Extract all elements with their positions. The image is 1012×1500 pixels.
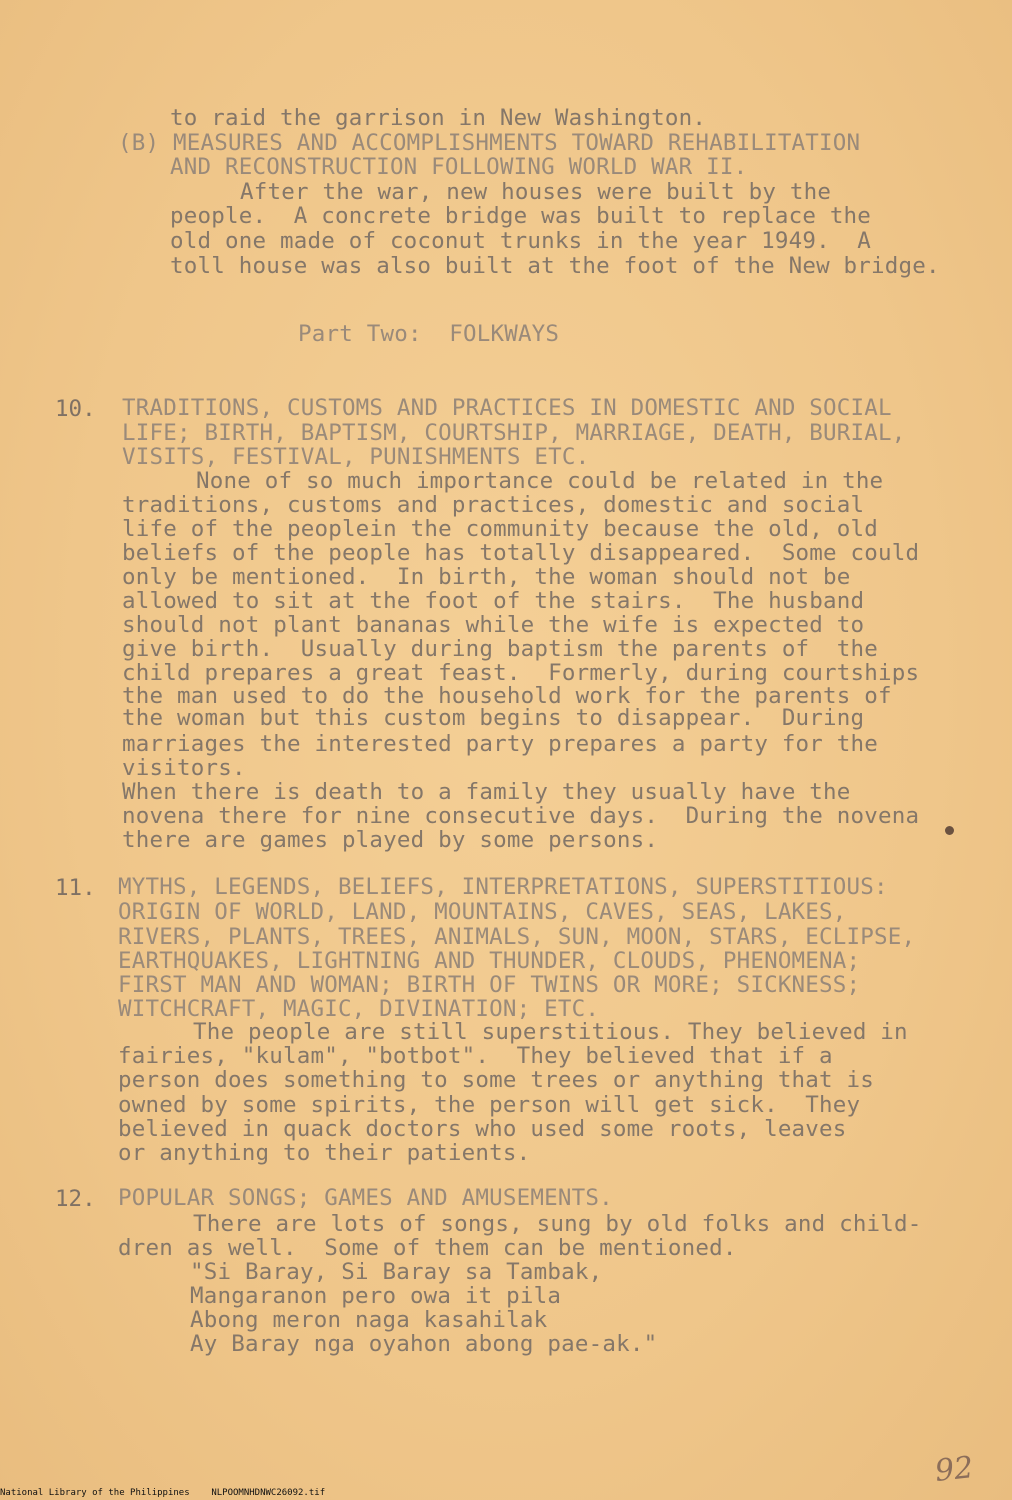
song-line-2: Mangaranon pero owa it pila [190, 1283, 562, 1309]
section-11-heading-1: MYTHS, LEGENDS, BELIEFS, INTERPRETATIONS, SUPERSTITIOUS: [118, 874, 888, 900]
section-10-body-13: visitors. [122, 755, 246, 781]
song-line-3: Abong meron naga kasahilak [190, 1307, 548, 1333]
section-10-heading-2: LIFE; BIRTH, BAPTISM, COURTSHIP, MARRIAGE, DEATH, BURIAL, [122, 420, 906, 446]
section-10-body-8: give birth. Usually during baptism the parents of the [122, 636, 879, 662]
section-10-heading-3: VISITS, FESTIVAL, PUNISHMENTS ETC. [122, 444, 590, 470]
section-11-body-4: owned by some spirits, the person will get sick. They [118, 1092, 861, 1118]
section-10-body-5: only be mentioned. In birth, the woman should not be [122, 564, 851, 590]
page-number: 92 [933, 1450, 975, 1489]
section-10-body-12: marriages the interested party prepares a party for the [122, 731, 879, 757]
section-12-body-1: There are lots of songs, sung by old folks and child- [193, 1211, 922, 1237]
section-12-body-2: dren as well. Some of them can be mentioned. [118, 1235, 737, 1261]
section-11-body-3: person does something to some trees or anything that is [118, 1067, 875, 1093]
section-10-body-4: beliefs of the people has totally disappeared. Some could [122, 540, 920, 566]
section-11-heading-5: FIRST MAN AND WOMAN; BIRTH OF TWINS OR MORE; SICKNESS; [118, 972, 861, 998]
part-title: Part Two: FOLKWAYS [298, 321, 560, 347]
intro-line-5: people. A concrete bridge was built to replace the [170, 203, 872, 229]
song-line-4: Ay Baray nga oyahon abong pae-ak." [190, 1331, 658, 1357]
ink-dot [945, 826, 954, 835]
section-11-number: 11. [55, 875, 96, 901]
song-line-1: "Si Baray, Si Baray sa Tambak, [190, 1259, 603, 1285]
section-10-number: 10. [55, 396, 96, 422]
section-11-body-2: fairies, "kulam", "botbot". They believed that if a [118, 1043, 833, 1069]
section-11-heading-6: WITCHCRAFT, MAGIC, DIVINATION; ETC. [118, 996, 600, 1022]
section-10-body-9: child prepares a great feast. Formerly, during courtships [122, 660, 920, 686]
section-10-body-14: When there is death to a family they usually have the [122, 779, 851, 805]
section-b-heading-1: (B) MEASURES AND ACCOMPLISHMENTS TOWARD REHABILITATION [118, 130, 861, 156]
intro-line-1: to raid the garrison in New Washington. [170, 105, 707, 131]
section-b-heading-2: AND RECONSTRUCTION FOLLOWING WORLD WAR II. [170, 154, 748, 180]
section-12-number: 12. [55, 1186, 96, 1212]
section-10-body-2: traditions, customs and practices, domestic and social [122, 492, 865, 518]
section-10-heading-1: TRADITIONS, CUSTOMS AND PRACTICES IN DOMESTIC AND SOCIAL [122, 395, 892, 421]
section-10-body-1: None of so much importance could be related in the [196, 468, 884, 494]
section-10-body-16: there are games played by some persons. [122, 827, 659, 853]
section-10-body-7: should not plant bananas while the wife is expected to [122, 612, 865, 638]
section-12-heading: POPULAR SONGS; GAMES AND AMUSEMENTS. [118, 1185, 613, 1211]
section-11-heading-4: EARTHQUAKES, LIGHTNING AND THUNDER, CLOUDS, PHENOMENA; [118, 948, 861, 974]
section-11-body-6: or anything to their patients. [118, 1140, 531, 1166]
intro-line-4: After the war, new houses were built by the [240, 179, 832, 205]
section-10-body-3: life of the peoplein the community because the old, old [122, 516, 879, 542]
section-10-body-11: the woman but this custom begins to disappear. During [122, 705, 865, 731]
section-11-heading-3: RIVERS, PLANTS, TREES, ANIMALS, SUN, MOON, STARS, ECLIPSE, [118, 924, 916, 950]
section-10-body-15: novena there for nine consecutive days. During the novena [122, 803, 920, 829]
section-11-body-5: believed in quack doctors who used some roots, leaves [118, 1116, 847, 1142]
section-11-body-1: The people are still superstitious. They believed in [193, 1019, 908, 1045]
section-10-body-10: the man used to do the household work for the parents of [122, 683, 892, 709]
footer-caption: National Library of the Philippines NLPOOMNHDNWC26092.tif [0, 1488, 326, 1498]
intro-line-6: old one made of coconut trunks in the year 1949. A [170, 228, 872, 254]
section-10-body-6: allowed to sit at the foot of the stairs. The husband [122, 588, 865, 614]
intro-line-7: toll house was also built at the foot of the New bridge. [170, 253, 940, 279]
section-11-heading-2: ORIGIN OF WORLD, LAND, MOUNTAINS, CAVES, SEAS, LAKES, [118, 899, 847, 925]
